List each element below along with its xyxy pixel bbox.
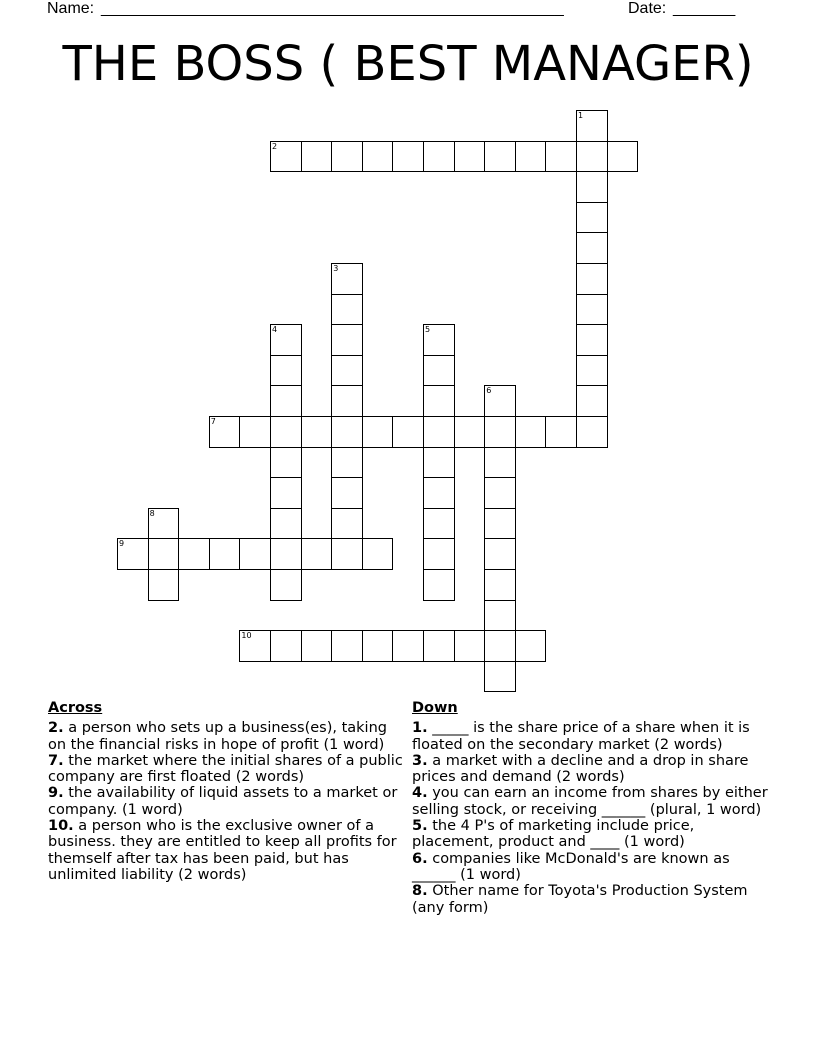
down-clues: [412, 700, 772, 916]
grid-cell[interactable]: [423, 569, 455, 601]
clue-text: Other name for Toyota's Production System (any form): [412, 883, 748, 916]
grid-cell[interactable]: [423, 355, 455, 387]
clue-num: 5.: [412, 818, 428, 835]
grid-cell[interactable]: [331, 324, 363, 356]
clue-num: 10.: [48, 818, 74, 835]
grid-cell[interactable]: [484, 600, 516, 632]
grid-cell[interactable]: [423, 538, 455, 570]
grid-cell[interactable]: [331, 141, 363, 173]
grid-cell[interactable]: [576, 263, 608, 295]
grid-cell[interactable]: [576, 416, 608, 448]
clue-number: 6: [486, 386, 492, 396]
clue-text: the availability of liquid assets to a market or company. (1 word): [48, 785, 398, 818]
clue-num: 6.: [412, 850, 428, 867]
grid-cell[interactable]: [484, 538, 516, 570]
grid-cell[interactable]: [576, 171, 608, 203]
grid-cell[interactable]: [301, 630, 333, 662]
grid-cell[interactable]: [117, 538, 149, 570]
grid-cell[interactable]: [607, 141, 639, 173]
grid-cell[interactable]: [423, 508, 455, 540]
grid-cell[interactable]: [148, 569, 180, 601]
grid-cell[interactable]: [270, 477, 302, 509]
down-heading: Down: [412, 700, 458, 716]
clue-number: 7: [210, 417, 216, 426]
grid-cell[interactable]: [576, 141, 608, 173]
grid-cell[interactable]: [301, 538, 333, 570]
grid-cell[interactable]: [392, 141, 424, 173]
clue-text: you can earn an income from shares by either selling stock, or receiving ______ (plural, 1 word): [412, 785, 768, 818]
grid-cell[interactable]: [209, 416, 241, 448]
clue-number: 10: [241, 631, 252, 641]
across-clue: [48, 753, 408, 786]
grid-cell[interactable]: [331, 538, 363, 570]
down-clue-list: [412, 720, 772, 916]
clue-number: 5: [425, 325, 431, 335]
grid-cell[interactable]: [270, 508, 302, 540]
clue-num: 3.: [412, 752, 428, 769]
grid-cell[interactable]: [576, 232, 608, 264]
grid-cell[interactable]: [392, 416, 424, 448]
grid-cell[interactable]: [270, 447, 302, 479]
name-label: Name:: [47, 0, 95, 17]
clue-number: 8: [149, 508, 155, 518]
down-clue: [412, 818, 772, 851]
date-field-line: _______: [673, 0, 736, 17]
clue-text: the 4 P's of marketing include price, placement, product and ____ (1 word): [412, 818, 695, 851]
clue-num: 9.: [48, 785, 64, 802]
grid-cell[interactable]: [484, 477, 516, 509]
grid-cell[interactable]: [270, 355, 302, 387]
across-clue: [48, 720, 408, 753]
grid-cell[interactable]: [270, 630, 302, 662]
grid-cell[interactable]: [362, 416, 394, 448]
clue-text: a person who is the exclusive owner of a business. they are entitled to keep all profits for themself after tax has been paid, but has unlimited liability (2 words): [48, 818, 397, 883]
grid-cell[interactable]: [484, 141, 516, 173]
grid-cell[interactable]: [331, 416, 363, 448]
name-field-line: ____________________________________________________: [101, 0, 564, 17]
grid-cell[interactable]: [484, 661, 516, 693]
grid-cell[interactable]: [484, 508, 516, 540]
clue-text: the market where the initial shares of a public company are first floated (2 words): [48, 752, 403, 786]
grid-cell[interactable]: [515, 630, 547, 662]
grid-cell[interactable]: [331, 355, 363, 387]
grid-cell[interactable]: [423, 630, 455, 662]
grid-cell[interactable]: [576, 355, 608, 387]
clue-number: 1: [578, 111, 584, 120]
grid-cell[interactable]: [239, 416, 271, 448]
grid-cell[interactable]: [423, 141, 455, 173]
grid-cell[interactable]: [270, 416, 302, 448]
grid-cell[interactable]: [239, 630, 271, 662]
clue-num: 4.: [412, 785, 428, 802]
grid-cell[interactable]: [515, 416, 547, 448]
grid-cell[interactable]: [331, 508, 363, 540]
clue-text: companies like McDonald's are known as ______ (1 word): [412, 850, 730, 883]
grid-cell[interactable]: [423, 477, 455, 509]
grid-cell[interactable]: [576, 385, 608, 417]
clue-num: 7.: [48, 752, 64, 769]
grid-cell[interactable]: [423, 416, 455, 448]
grid-cell[interactable]: [362, 630, 394, 662]
grid-cell[interactable]: [301, 416, 333, 448]
down-clue: [412, 720, 772, 753]
across-clues: [48, 700, 408, 883]
grid-cell[interactable]: [484, 385, 516, 417]
grid-cell[interactable]: [270, 141, 302, 173]
grid-cell[interactable]: [576, 110, 608, 142]
down-clue: [412, 851, 772, 884]
clue-num: 8.: [412, 883, 428, 900]
grid-cell[interactable]: [576, 294, 608, 326]
across-clue: [48, 818, 408, 883]
date-label: Date:: [628, 0, 667, 17]
down-clue: [412, 883, 772, 916]
grid-cell[interactable]: [331, 385, 363, 417]
clue-text: a person who sets up a business(es), taking on the financial risks in hope of profit (1 word): [48, 720, 387, 753]
grid-cell[interactable]: [331, 263, 363, 295]
grid-cell[interactable]: [484, 569, 516, 601]
grid-cell[interactable]: [362, 141, 394, 173]
grid-cell[interactable]: [454, 416, 486, 448]
grid-cell[interactable]: [270, 385, 302, 417]
grid-cell[interactable]: [362, 538, 394, 570]
grid-cell[interactable]: [484, 416, 516, 448]
grid-cell[interactable]: [331, 477, 363, 509]
down-clue: [412, 753, 772, 786]
clue-text: _____ is the share price of a share when it is floated on the secondary market (2 words): [412, 720, 750, 753]
grid-cell[interactable]: [484, 630, 516, 662]
grid-cell[interactable]: [209, 538, 241, 570]
clue-num: 2.: [48, 720, 64, 737]
page-title: THE BOSS ( BEST MANAGER): [62, 36, 754, 92]
grid-cell[interactable]: [423, 324, 455, 356]
grid-cell[interactable]: [148, 538, 180, 570]
across-clue-list: [48, 720, 408, 883]
grid-cell[interactable]: [148, 508, 180, 540]
grid-cell[interactable]: [484, 447, 516, 479]
grid-cell[interactable]: [392, 630, 424, 662]
grid-cell[interactable]: [515, 141, 547, 173]
grid-cell[interactable]: [239, 538, 271, 570]
grid-cell[interactable]: [454, 141, 486, 173]
down-clue: [412, 785, 772, 818]
grid-cell[interactable]: [331, 447, 363, 479]
grid-cell[interactable]: [270, 538, 302, 570]
grid-cell[interactable]: [301, 141, 333, 173]
grid-cell[interactable]: [331, 630, 363, 662]
clue-number: 3: [333, 264, 339, 273]
grid-cell[interactable]: [545, 141, 577, 173]
across-heading: Across: [48, 700, 103, 716]
clue-number: 4: [272, 325, 278, 335]
grid-cell[interactable]: [270, 324, 302, 356]
clue-num: 1.: [412, 720, 428, 737]
grid-cell[interactable]: [423, 447, 455, 479]
grid-cell[interactable]: [331, 294, 363, 326]
grid-cell[interactable]: [545, 416, 577, 448]
grid-cell[interactable]: [576, 324, 608, 356]
grid-cell[interactable]: [423, 385, 455, 417]
clue-number: 9: [119, 539, 125, 549]
grid-cell[interactable]: [178, 538, 210, 570]
grid-cell[interactable]: [270, 569, 302, 601]
clue-text: a market with a decline and a drop in share prices and demand (2 words): [412, 752, 749, 786]
grid-cell[interactable]: [454, 630, 486, 662]
clue-number: 2: [272, 141, 278, 151]
grid-cell[interactable]: [576, 202, 608, 234]
across-clue: [48, 785, 408, 818]
